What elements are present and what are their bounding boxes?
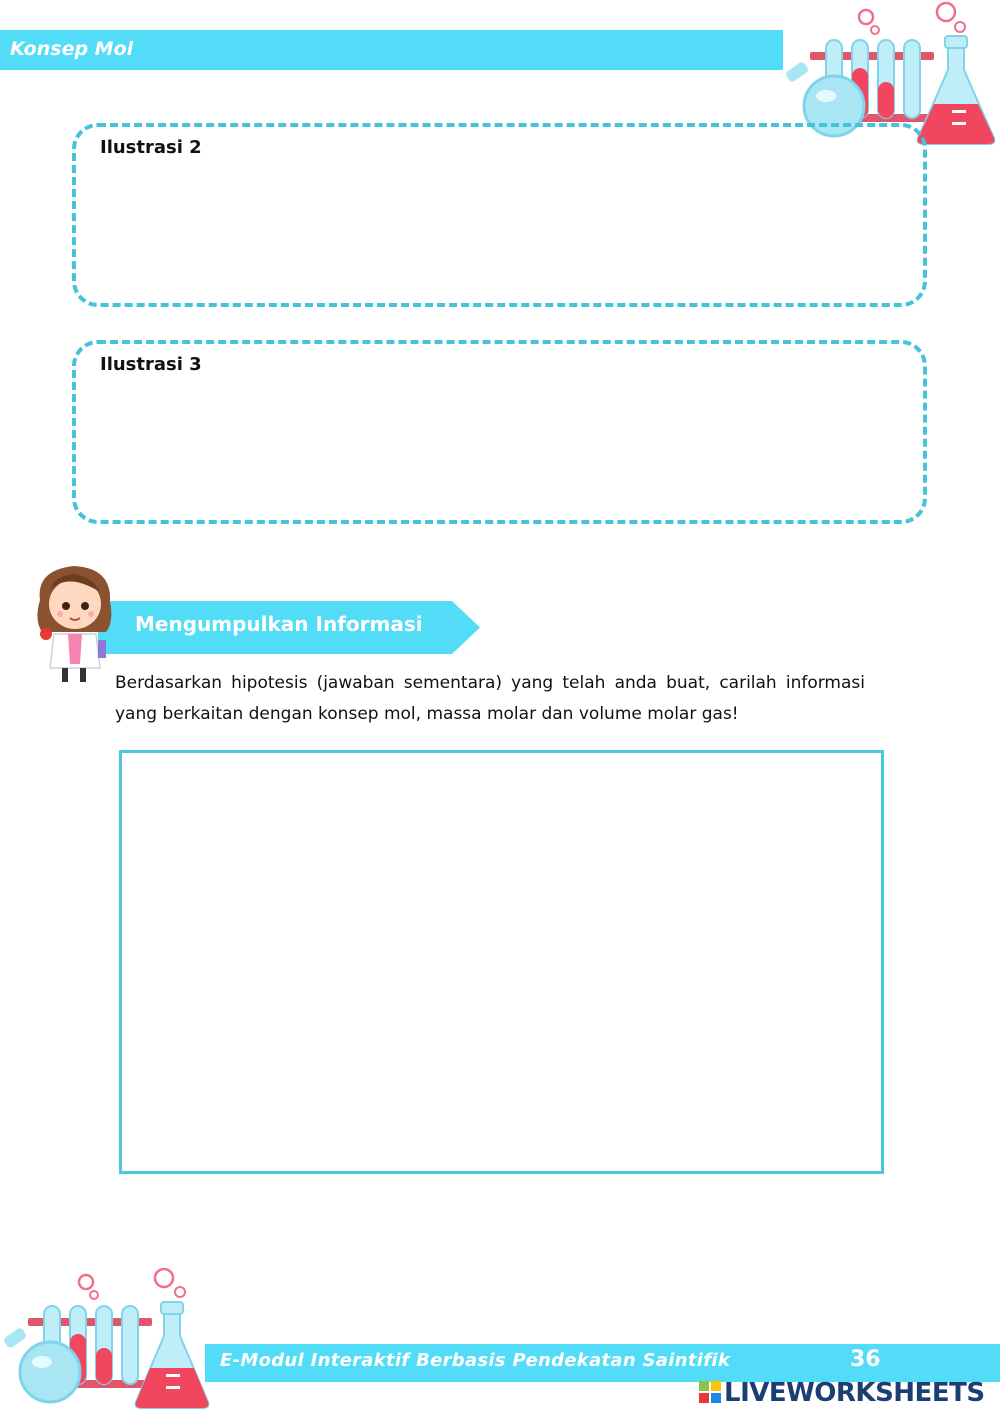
answer-text-area[interactable]: [119, 750, 884, 1174]
illustration-label: Ilustrasi 2: [100, 137, 202, 158]
illustration-label: Ilustrasi 3: [100, 354, 202, 375]
illustration-box-2: [72, 123, 927, 307]
page-number: 36: [850, 1347, 881, 1372]
illustration-box-3: [72, 340, 927, 524]
lab-glassware-icon: [0, 1262, 215, 1413]
footer-module-title: E-Modul Interaktif Berbasis Pendekatan Saintifik: [220, 1350, 731, 1371]
scientist-girl-avatar: [28, 560, 120, 685]
instruction-text: Berdasarkan hipotesis (jawaban sementara) yang telah anda buat, carilah informasi yang berkaitan dengan konsep mol, massa molar dan volume molar gas!: [115, 673, 865, 724]
page-header-title: Konsep Mol: [10, 38, 134, 60]
liveworksheets-watermark: LIVEWORKSHEETS: [724, 1378, 985, 1408]
section-title: Mengumpulkan Informasi: [135, 612, 423, 636]
